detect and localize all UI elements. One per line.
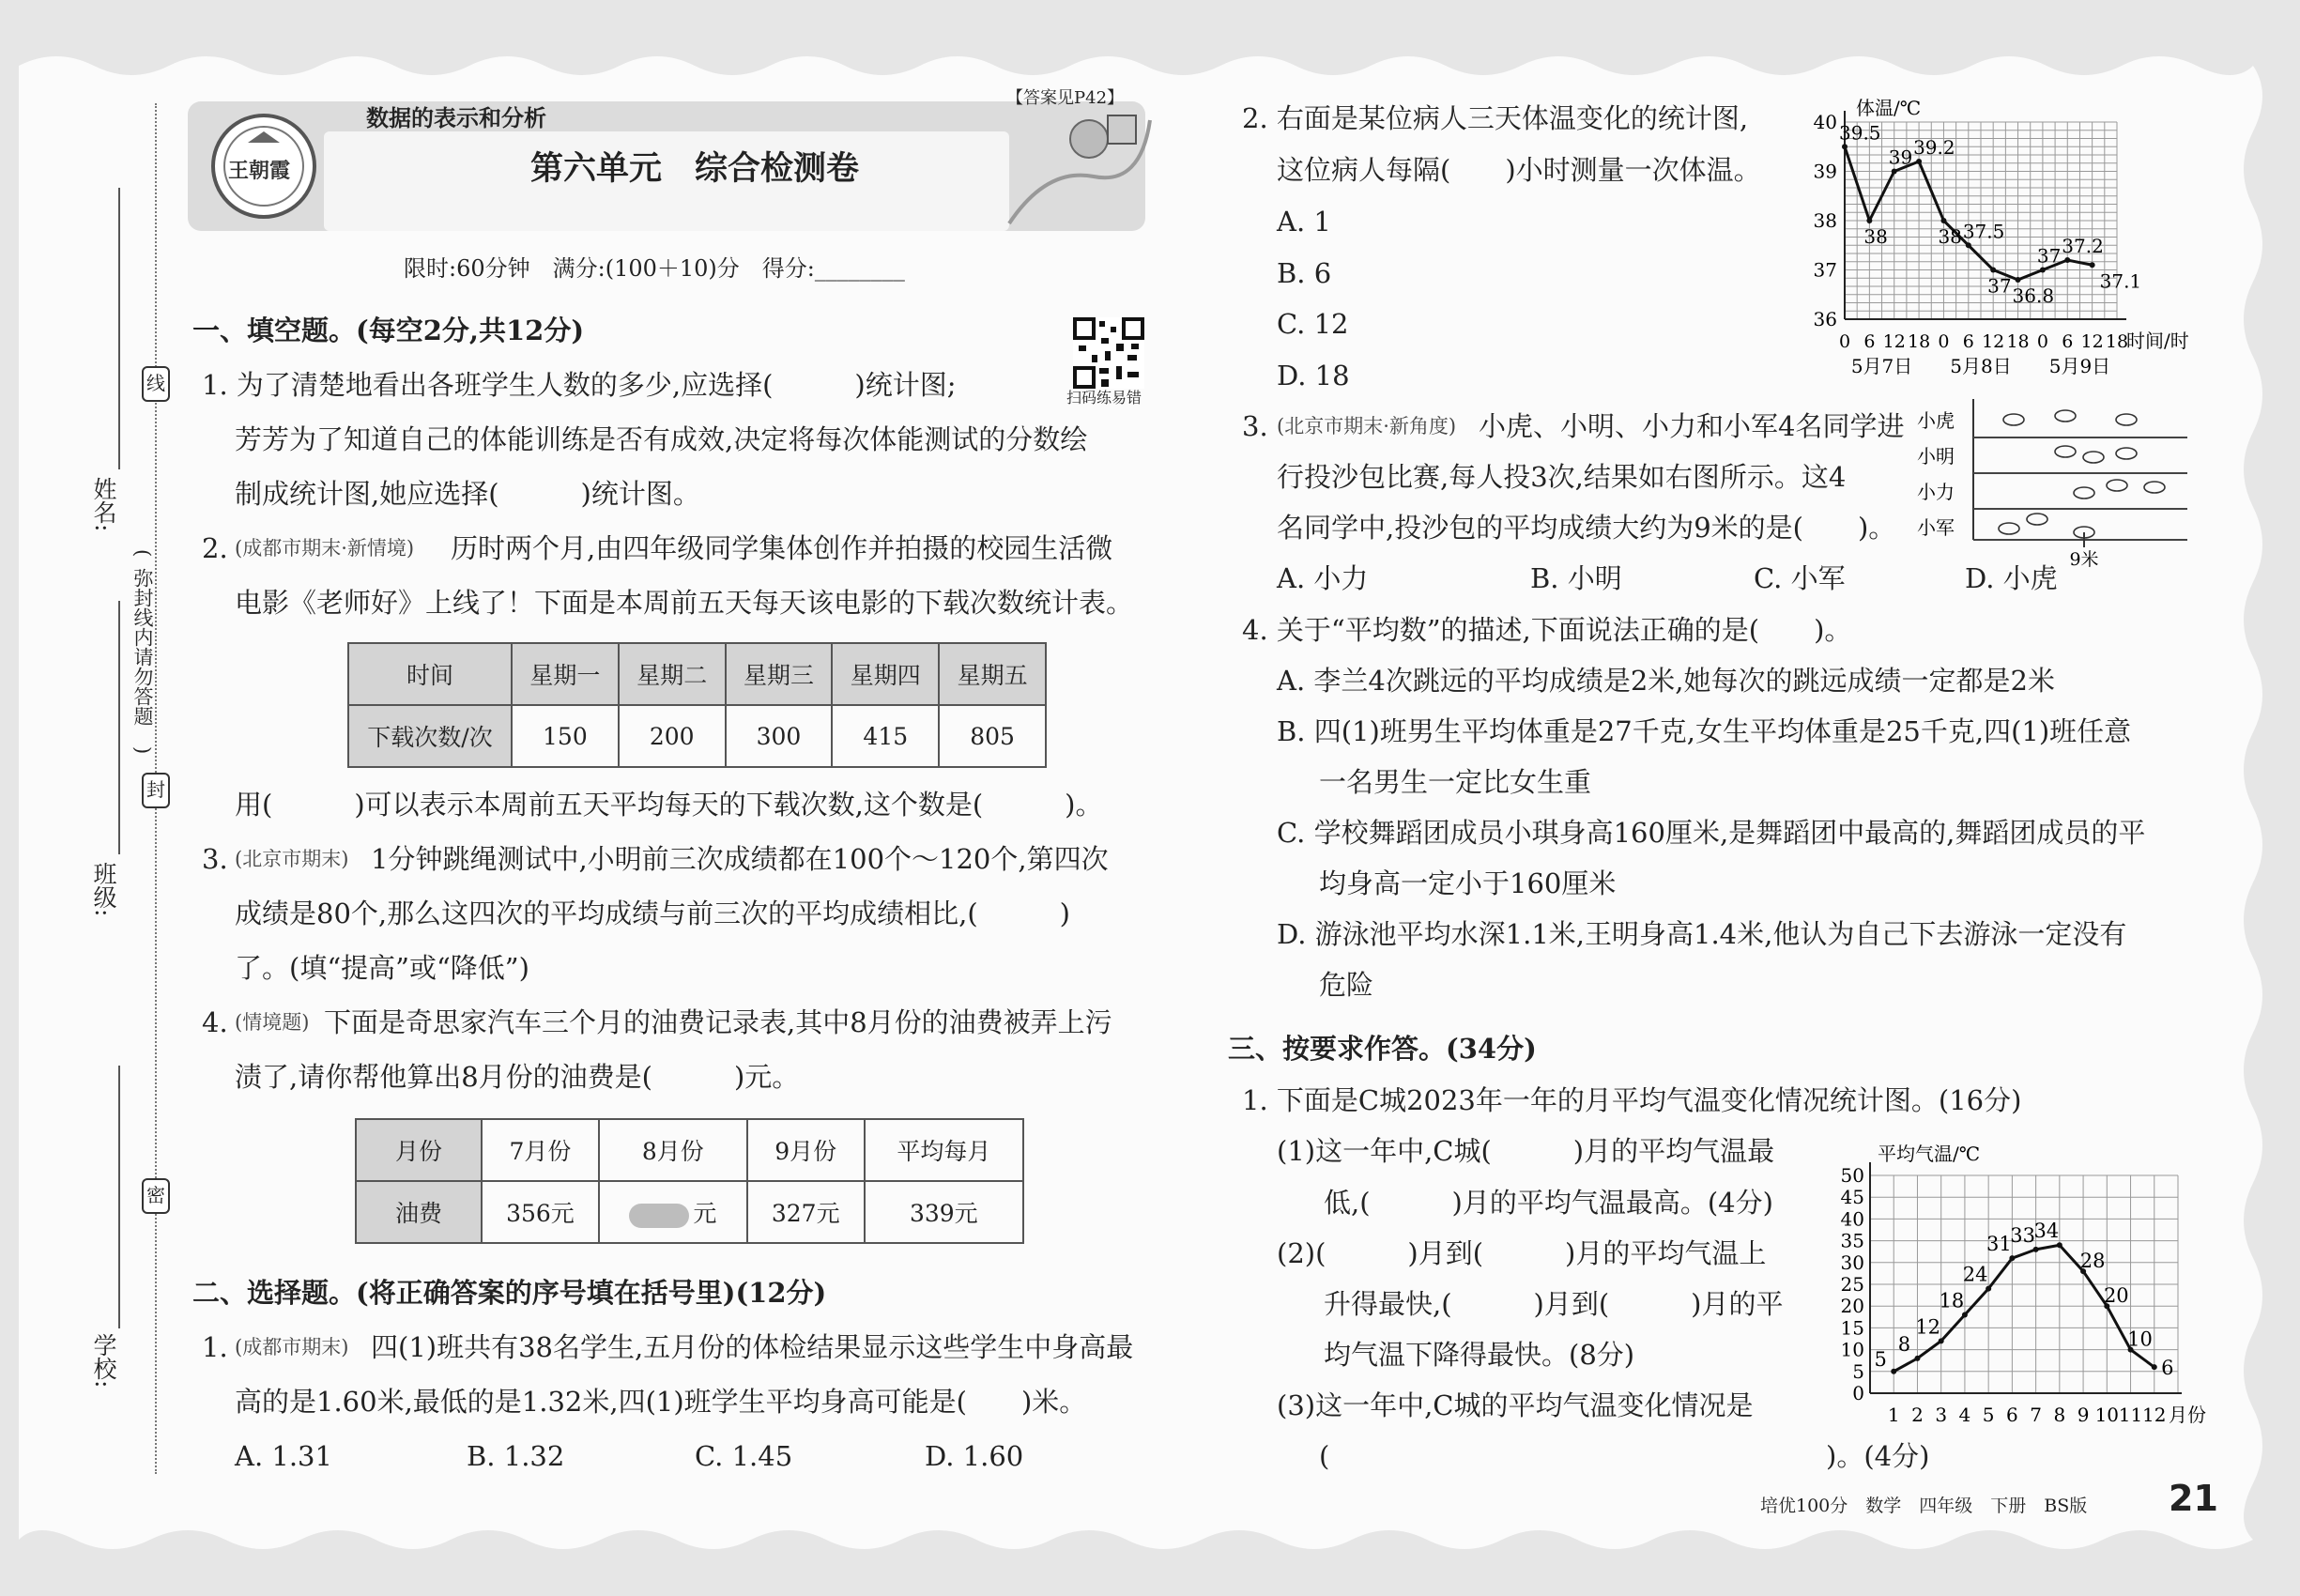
body-temperature-chart	[1798, 94, 2277, 385]
s2-q3-line1: 小虎、小明、小力和小军4名同学进	[1479, 410, 1905, 442]
download-count-table	[347, 642, 1047, 768]
data-point	[1940, 218, 1946, 223]
answer-reference: 【答案见P42】	[1006, 88, 1125, 108]
table-cell: 339元	[865, 1181, 1023, 1243]
data-point	[1866, 218, 1872, 223]
seal-mi: 密	[142, 1178, 170, 1214]
name-label: 姓名:	[90, 477, 117, 532]
y-tick-label: 50	[1840, 1164, 1864, 1187]
x-tick-label: 0	[2036, 331, 2048, 352]
s2-q3-option-a: A. 小力	[1277, 562, 1369, 594]
seal-feng: 封	[142, 773, 170, 808]
s1-q1-line3: 制成统计图,她应选择( )统计图。	[235, 478, 700, 510]
x-tick-label: 0	[1838, 331, 1851, 352]
page-title: 第六单元 综合检测卷	[530, 149, 860, 188]
y-tick-label: 5	[1852, 1359, 1864, 1383]
qr-caption: 扫码练易错	[1066, 389, 1142, 407]
s2-q2-option-c: C. 12	[1277, 308, 1349, 340]
s2-q4-option-d-line1: D. 游泳池平均水深1.1米,王明身高1.4米,他认为自己下去游泳一定没有	[1277, 918, 2127, 950]
throw-mark	[2107, 480, 2127, 491]
s2-q1-line2: 高的是1.60米,最低的是1.32米,四(1)班学生平均身高可能是( )米。	[235, 1386, 1087, 1418]
data-point	[2033, 1247, 2039, 1252]
s1-q1-line1: 1. 为了清楚地看出各班学生人数的多少,应选择( )统计图;	[202, 369, 957, 401]
throw-mark	[2144, 482, 2165, 493]
data-point	[2064, 257, 2070, 263]
notice-paren-open: (	[131, 549, 154, 558]
illustration-figure-head	[1070, 120, 1108, 158]
monthly-temperature-chart	[1802, 1138, 2206, 1438]
s2-q4-option-b-line2: 一名男生一定比女生重	[1319, 766, 1592, 798]
x-tick-label: 18	[2105, 331, 2129, 352]
s2-q3-line2: 行投沙包比赛,每人投3次,结果如右图所示。这4	[1277, 461, 1847, 493]
y-axis-title: 体温/℃	[1856, 97, 1922, 119]
logo-text: 王朝霞	[228, 159, 291, 183]
data-point	[1916, 159, 1922, 164]
data-label: 20	[2103, 1284, 2129, 1308]
table-header-cell: 7月份	[482, 1119, 599, 1181]
s3-part3-answer-open: (	[1319, 1440, 1330, 1472]
table-row	[356, 1119, 1023, 1181]
day-label: 5月8日	[1950, 355, 2012, 377]
table-header-cell: 星期四	[832, 643, 939, 705]
throw-mark	[1999, 523, 2019, 534]
class-blank-line	[118, 601, 120, 854]
y-tick-label: 37	[1813, 258, 1837, 282]
x-tick-label: 4	[1958, 1404, 1971, 1426]
table-header-cell: 星期一	[512, 643, 619, 705]
data-label: 10	[2127, 1327, 2153, 1351]
qr-code-icon[interactable]	[1073, 317, 1144, 389]
s2-q1-option-d: D. 1.60	[925, 1440, 1024, 1472]
table-cell: 200	[619, 705, 726, 767]
x-tick-label: 7	[2030, 1404, 2042, 1426]
illustration-book	[1108, 115, 1136, 144]
s2-q2-option-b: B. 6	[1277, 257, 1332, 289]
data-point	[1891, 1369, 1896, 1374]
s3-q1-line1: 1. 下面是C城2023年一年的月平均气温变化情况统计图。(16分)	[1242, 1084, 2022, 1116]
data-point	[2040, 268, 2046, 273]
table-row-label: 油费	[356, 1181, 482, 1243]
data-label: 34	[2033, 1220, 2060, 1243]
school-label: 学校:	[90, 1333, 117, 1389]
s2-q1-option-b: B. 1.32	[467, 1440, 565, 1472]
data-point	[2057, 1242, 2062, 1248]
day-label: 5月7日	[1850, 355, 1913, 377]
x-tick-label: 6	[2062, 331, 2074, 352]
data-point	[1914, 1356, 1920, 1361]
x-tick-label: 8	[2053, 1404, 2066, 1426]
data-point	[1892, 169, 1897, 175]
s2-q4-line1: 4. 关于“平均数”的描述,下面说法正确的是( )。	[1242, 614, 1852, 646]
s2-q1-source: (成都市期末)	[235, 1336, 349, 1358]
table-cell: 150	[512, 705, 619, 767]
table-cell: 300	[726, 705, 833, 767]
data-label: 18	[1939, 1289, 1965, 1312]
s3-part2-line2: 升得最快,( )月到( )月的平	[1324, 1288, 1784, 1320]
table-header-cell: 星期五	[939, 643, 1046, 705]
data-label: 31	[1986, 1233, 2012, 1256]
table-header-cell: 时间	[348, 643, 512, 705]
x-tick-label: 12	[2142, 1404, 2167, 1426]
s1-q2-source: (成都市期末·新情境)	[235, 537, 415, 560]
data-point	[1962, 1312, 1968, 1317]
s1-q4-source: (情境题)	[235, 1011, 310, 1034]
x-tick-label: 6	[1962, 331, 1974, 352]
s1-q3-line2: 成绩是80个,那么这四次的平均成绩与前三次的平均成绩相比,( )	[235, 898, 1070, 929]
s2-q4-option-c-line1: C. 学校舞蹈团成员小琪身高160厘米,是舞蹈团中最高的,舞蹈团成员的平	[1277, 817, 2146, 849]
notice-text: 弥封线内请勿答题	[131, 568, 154, 726]
y-tick-label: 15	[1840, 1316, 1864, 1340]
s2-q3-option-c: C. 小军	[1754, 562, 1846, 594]
s2-q4-option-d-line2: 危险	[1319, 969, 1374, 1001]
table-header-cell: 星期三	[726, 643, 833, 705]
throw-mark	[2116, 448, 2137, 459]
table-header-cell: 9月份	[747, 1119, 865, 1181]
s1-q3-line3: 了。(填“提高”或“降低”)	[235, 952, 529, 984]
header-illustration	[1000, 101, 1159, 233]
x-tick-label: 5	[1982, 1404, 1995, 1426]
s3-part3-line1: (3)这一年中,C城的平均气温变化情况是	[1277, 1389, 1754, 1421]
s2-q4-option-c-line2: 均身高一定小于160厘米	[1319, 867, 1617, 899]
s1-q4-line1: 下面是奇思家汽车三个月的油费记录表,其中8月份的油费被弄上污	[324, 1006, 1112, 1038]
throw-mark	[2027, 514, 2047, 525]
y-tick-label: 0	[1852, 1382, 1864, 1404]
y-tick-label: 30	[1840, 1251, 1864, 1274]
s2-q1-number: 1.	[202, 1331, 228, 1363]
x-axis-title: 时间/时	[2126, 330, 2189, 352]
row-label: 小明	[1917, 445, 1955, 468]
throw-mark	[2003, 414, 2024, 425]
y-tick-label: 40	[1813, 111, 1837, 133]
s1-q3-line1: 1分钟跳绳测试中,小明前三次成绩都在100个～120个,第四次	[371, 843, 1109, 875]
s3-part2-line3: 均气温下降得最快。(8分)	[1324, 1339, 1635, 1371]
row-label: 小力	[1917, 481, 1955, 503]
data-label: 36.8	[2012, 284, 2055, 307]
section2-title: 二、选择题。(将正确答案的序号填在括号里)(12分)	[192, 1277, 827, 1309]
s2-q2-line1: 2. 右面是某位病人三天体温变化的统计图,	[1242, 102, 1749, 134]
x-tick-label: 12	[2080, 331, 2104, 352]
data-label: 24	[1962, 1263, 1988, 1286]
page-number: 21	[2169, 1478, 2218, 1519]
data-point	[2090, 262, 2095, 268]
y-tick-label: 39	[1813, 160, 1837, 183]
y-tick-label: 35	[1840, 1229, 1864, 1252]
x-tick-label: 1	[1887, 1404, 1900, 1426]
data-label: 5	[1874, 1347, 1887, 1371]
s2-q2-option-d: D. 18	[1277, 360, 1350, 391]
s1-q2-line2: 电影《老师好》上线了！下面是本周前五天每天该电影的下载次数统计表。	[235, 587, 1134, 619]
x-tick-label: 2	[1911, 1404, 1924, 1426]
section3-title: 三、按要求作答。(34分)	[1228, 1033, 1537, 1065]
table-row	[356, 1181, 1023, 1243]
table-header-cell: 星期二	[619, 643, 726, 705]
table-cell-stained	[599, 1181, 747, 1243]
seal-xian: 线	[142, 366, 170, 402]
x-tick-label: 6	[1863, 331, 1876, 352]
table-cell: 805	[939, 705, 1046, 767]
data-point	[2016, 277, 2021, 283]
class-label: 班级:	[90, 862, 117, 917]
cell-unit: 元	[693, 1200, 717, 1227]
s2-q3-line3: 名同学中,投沙包的平均成绩大约为9米的是( )。	[1277, 512, 1896, 544]
data-point	[1966, 242, 1971, 248]
x-tick-label: 18	[2006, 331, 2030, 352]
data-label: 38	[1938, 225, 1962, 248]
temperature-line	[1894, 1245, 2154, 1372]
day-label: 5月9日	[2048, 355, 2111, 377]
s1-q1-line2: 芳芳为了知道自己的体能训练是否有成效,决定将每次体能测试的分数绘	[235, 423, 1088, 455]
y-tick-label: 36	[1813, 308, 1837, 330]
throw-mark	[2055, 410, 2076, 422]
s2-q3-source: (北京市期末·新角度)	[1277, 415, 1457, 437]
footer-info: 培优100分 数学 四年级 下册 BS版	[1760, 1496, 2088, 1516]
throw-mark	[2074, 487, 2094, 499]
data-label: 39.5	[1839, 121, 1881, 145]
table-header-cell: 平均每月	[865, 1119, 1023, 1181]
data-label: 33	[2010, 1223, 2035, 1247]
table-cell: 415	[832, 705, 939, 767]
nine-meter-label: 9米	[2069, 549, 2099, 568]
s2-q1-line1: 四(1)班共有38名学生,五月份的体检结果显示这些学生中身高最	[371, 1331, 1134, 1363]
s3-part1-line1: (1)这一年中,C城( )月的平均气温最	[1277, 1135, 1775, 1167]
s2-q1-option-a: A. 1.31	[235, 1440, 332, 1472]
s3-part3-answer-close: )。(4分)	[1826, 1440, 1930, 1472]
y-tick-label: 10	[1840, 1338, 1864, 1361]
throw-mark	[2116, 414, 2137, 425]
data-label: 12	[1915, 1315, 1941, 1339]
ink-stain	[629, 1204, 689, 1228]
s2-q3-option-b: B. 小明	[1530, 562, 1622, 594]
section1-title: 一、填空题。(每空2分,共12分)	[192, 315, 585, 346]
x-tick-label: 10	[2094, 1404, 2120, 1426]
name-blank-line	[118, 188, 120, 469]
data-label: 39	[1888, 146, 1913, 169]
table-header-cell: 月份	[356, 1119, 482, 1181]
x-tick-label: 11	[2118, 1404, 2143, 1426]
data-label: 37.5	[1962, 220, 2005, 243]
table-header-cell: 8月份	[599, 1119, 747, 1181]
sandbag-throw-chart	[1915, 399, 2197, 568]
table-row-label: 下载次数/次	[348, 705, 512, 767]
y-tick-label: 45	[1840, 1186, 1864, 1209]
s2-q3-number: 3.	[1242, 410, 1268, 442]
data-label: 38	[1863, 225, 1888, 248]
x-tick-label: 12	[1982, 331, 2005, 352]
data-point	[1939, 1338, 1944, 1343]
s2-q1-option-c: C. 1.45	[695, 1440, 793, 1472]
x-axis-title: 月份	[2169, 1404, 2206, 1426]
s2-q4-option-b-line1: B. 四(1)班男生平均体重是27千克,女生平均体重是25千克,四(1)班任意	[1277, 715, 2132, 747]
table-row	[348, 705, 1046, 767]
data-point	[2152, 1364, 2157, 1370]
data-label: 37.1	[2099, 269, 2142, 293]
s2-q2-option-a: A. 1	[1277, 206, 1331, 238]
s2-q2-line2: 这位病人每隔( )小时测量一次体温。	[1277, 154, 1761, 186]
row-label: 小军	[1917, 516, 1955, 539]
header-topic: 数据的表示和分析	[366, 104, 546, 131]
x-tick-label: 9	[2077, 1404, 2090, 1426]
throw-mark	[2083, 452, 2104, 463]
x-tick-label: 0	[1938, 331, 1950, 352]
data-label: 8	[1897, 1332, 1911, 1356]
throw-mark	[2055, 446, 2076, 457]
y-tick-label: 40	[1840, 1207, 1864, 1231]
table-row	[348, 643, 1046, 705]
y-axis-title: 平均气温/℃	[1878, 1143, 1981, 1165]
table-cell: 356元	[482, 1181, 599, 1243]
s1-q2-line1: 历时两个月,由四年级同学集体创作并拍摄的校园生活微	[451, 532, 1113, 564]
x-tick-label: 18	[1907, 331, 1931, 352]
s2-q4-option-a: A. 李兰4次跳远的平均成绩是2米,她每次的跳远成绩一定都是2米	[1277, 665, 2055, 697]
exam-meta: 限时:60分钟 满分:(100＋10)分 得分:________	[404, 255, 905, 282]
data-label: 6	[2161, 1357, 2174, 1380]
y-tick-label: 20	[1840, 1295, 1864, 1318]
data-label: 37	[1987, 274, 2012, 298]
s1-q4-number: 4.	[202, 1006, 228, 1038]
data-point	[1842, 144, 1848, 149]
data-label: 39.2	[1913, 136, 1955, 159]
data-point	[1986, 1286, 1991, 1292]
notice-paren-close: )	[131, 746, 154, 755]
s1-q3-source: (北京市期末)	[235, 848, 349, 870]
y-tick-label: 25	[1840, 1273, 1864, 1296]
s1-q4-line2: 渍了,请你帮他算出8月份的油费是( )元。	[235, 1061, 800, 1093]
data-label: 37.2	[2062, 235, 2104, 257]
data-label: 28	[2079, 1250, 2106, 1273]
s1-q2-line3: 用( )可以表示本周前五天平均每天的下载次数,这个数是( )。	[235, 789, 1103, 821]
data-point	[1990, 268, 1996, 273]
school-blank-line	[118, 1066, 120, 1328]
x-tick-label: 12	[1882, 331, 1906, 352]
s1-q2-number: 2.	[202, 532, 228, 564]
data-point	[2009, 1255, 2015, 1261]
table-cell: 327元	[747, 1181, 865, 1243]
s3-part1-line2: 低,( )月的平均气温最高。(4分)	[1324, 1187, 1773, 1219]
x-tick-label: 6	[2006, 1404, 2018, 1426]
row-label: 小虎	[1917, 409, 1955, 432]
data-label: 37	[2036, 244, 2062, 268]
fuel-cost-table	[355, 1118, 1024, 1244]
y-tick-label: 38	[1813, 209, 1837, 232]
x-tick-label: 3	[1935, 1404, 1948, 1426]
s1-q3-number: 3.	[202, 843, 228, 875]
s2-q3-option-d: D. 小虎	[1965, 562, 2058, 594]
s3-part2-line1: (2)( )月到( )月的平均气温上	[1277, 1237, 1767, 1269]
